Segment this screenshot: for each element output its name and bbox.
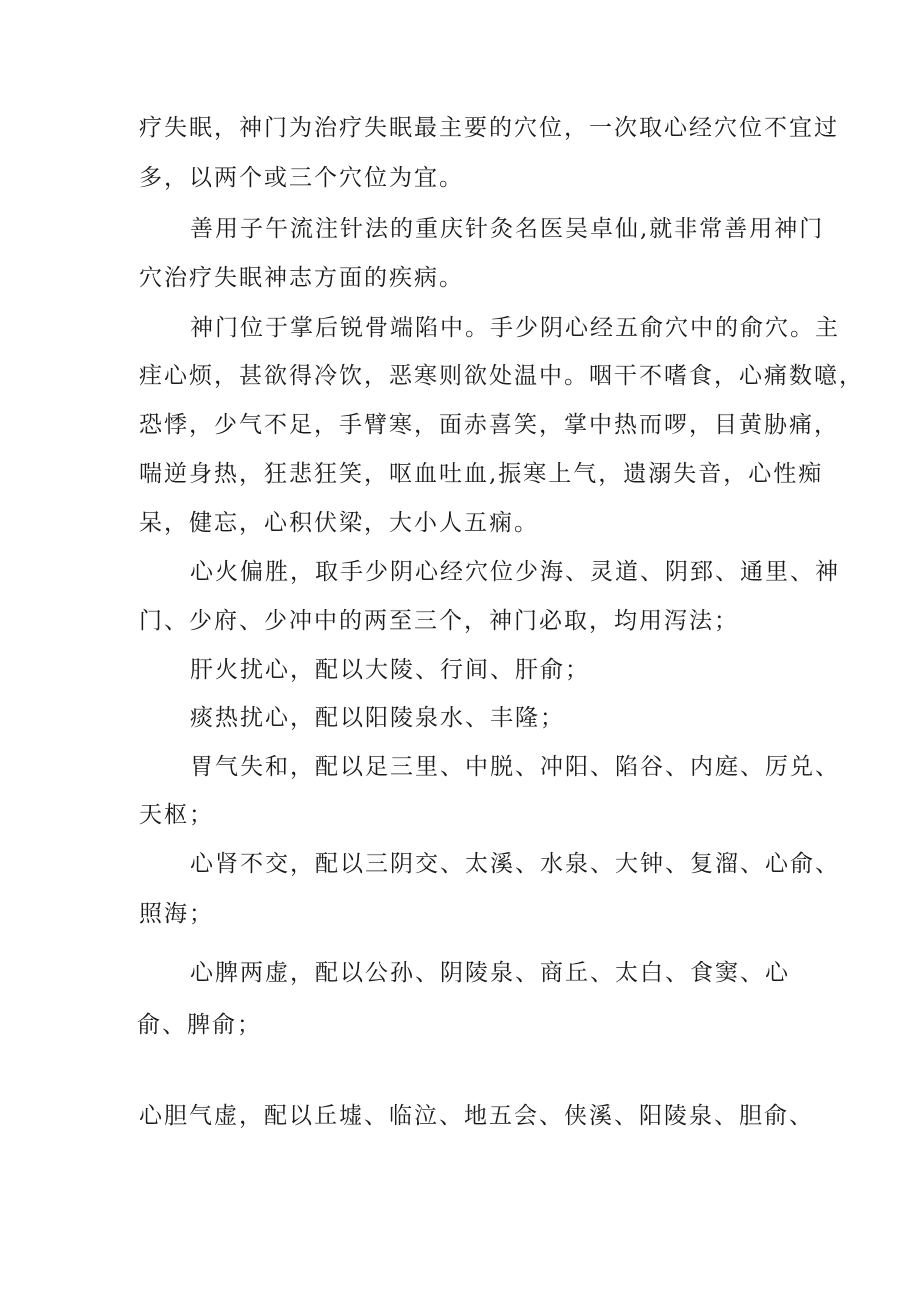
text-line: 俞、脾俞； — [137, 1012, 262, 1038]
text-line: 胃气失和，配以足三里、中脱、冲阳、陷谷、内庭、厉兑、 — [190, 754, 840, 780]
text-line: 心脾两虚，配以公孙、阴陵泉、商丘、太白、食窦、心 — [190, 960, 790, 986]
text-line: 天枢； — [139, 802, 214, 828]
text-line: 心火偏胜，取手少阴心经穴位少海、灵道、阴郅、通里、神 — [190, 559, 840, 585]
text-line: 呆，健忘，心积伏梁，大小人五痫。 — [139, 510, 539, 536]
text-line: 喘逆身热，狂悲狂笑，呕血吐血,振寒上气，遗溺失音，心性痴 — [139, 461, 824, 487]
text-line: 照海； — [139, 901, 214, 927]
text-line: 痰热扰心，配以阳陵泉水、丰隆； — [190, 705, 565, 731]
text-line: 心胆气虚，配以丘墟、临泣、地五会、侠溪、阳陵泉、胆俞、 — [139, 1103, 814, 1129]
text-line: 神门位于掌后锐骨端陷中。手少阴心经五俞穴中的俞穴。主 — [190, 315, 840, 341]
text-line: 善用子午流注针法的重庆针灸名医吴卓仙,就非常善用神门 — [190, 216, 825, 242]
text-line: 疰心烦，甚欲得冷饮，恶寒则欲处温中。咽干不嗜食，心痛数噫， — [139, 363, 864, 389]
text-line: 多，以两个或三个穴位为宜。 — [139, 165, 464, 191]
text-line: 恐悸，少气不足，手臂寒，面赤喜笑，掌中热而啰，目黄胁痛， — [139, 412, 839, 438]
text-line: 肝火扰心，配以大陵、行间、肝俞； — [190, 657, 590, 683]
text-line: 门、少府、少冲中的两至三个，神门必取，均用泻法； — [139, 608, 739, 634]
text-line: 穴治疗失眠神志方面的疾病。 — [139, 265, 464, 291]
text-line: 心肾不交，配以三阴交、太溪、水泉、大钟、复溜、心俞、 — [190, 851, 840, 877]
text-line: 疗失眠，神门为治疗失眠最主要的穴位，一次取心经穴位不宜过 — [139, 115, 839, 141]
